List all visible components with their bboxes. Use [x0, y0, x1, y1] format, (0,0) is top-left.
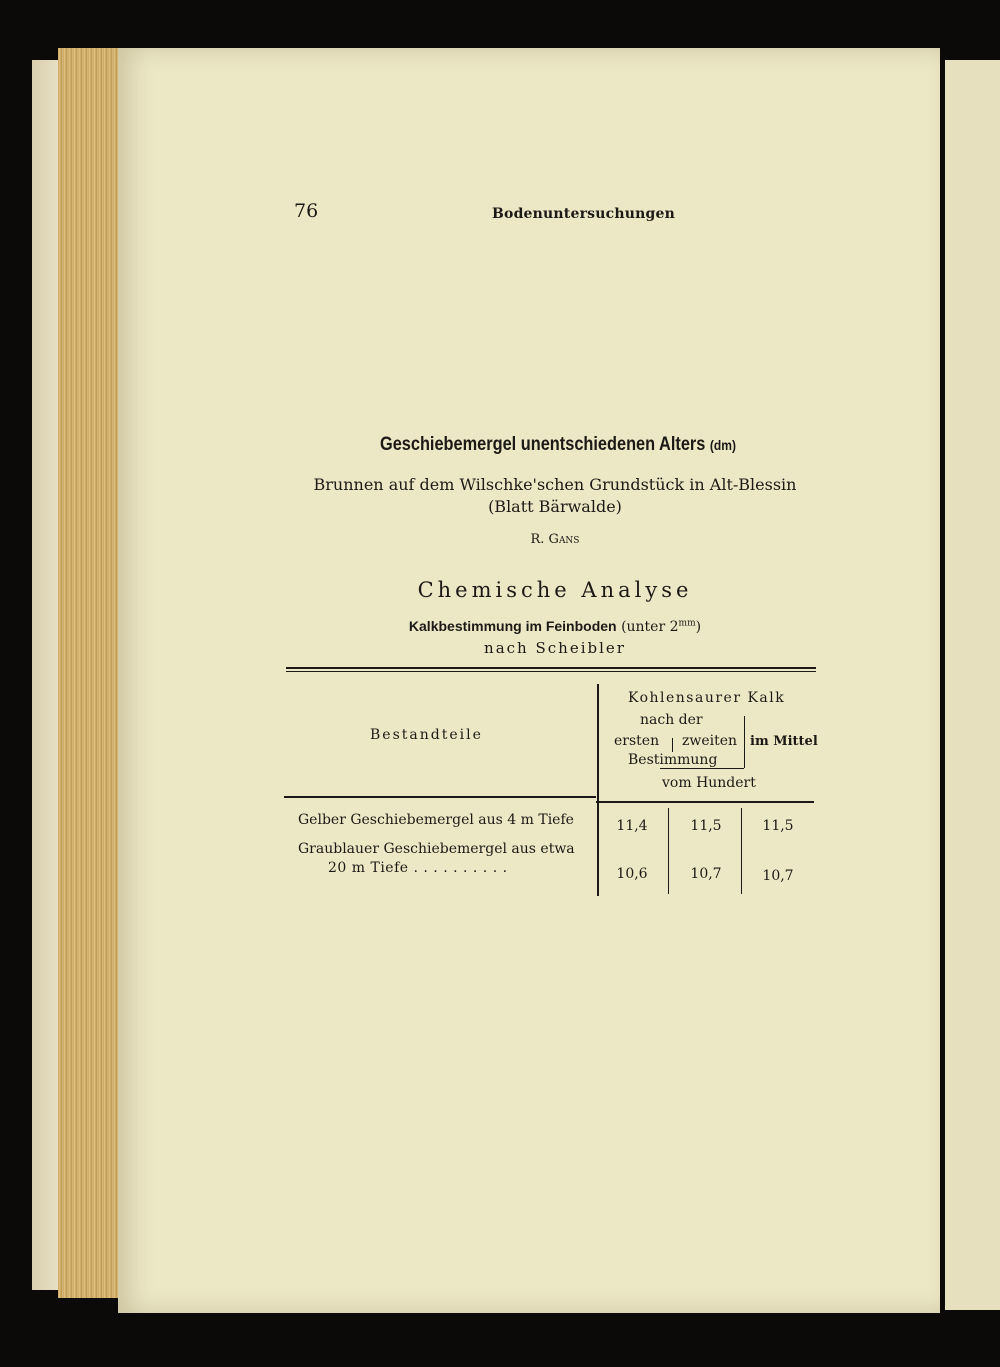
table-row-2-ersten: 10,6 [616, 866, 648, 882]
analysis-title: Chemische Analyse [417, 578, 693, 602]
table-row-2-label-line-2: 20 m Tiefe . . . . . . . . . . [328, 860, 508, 876]
ersten-zweiten-divider [672, 738, 673, 752]
table-header-rule-left [284, 796, 596, 798]
table-row-2-label-line-1: Graublauer Geschiebemergel aus etwa [298, 841, 575, 857]
running-head: Bodenuntersuchungen [492, 206, 675, 222]
method-line [300, 618, 810, 635]
mittel-header-divider [744, 716, 745, 768]
method-bold: Kalkbestimmung im Feinboden [408, 618, 617, 634]
col-header-bestandteile: Bestandteile [370, 727, 483, 743]
main-title [352, 434, 765, 456]
page-stack-edge [58, 48, 120, 1298]
subtitle [300, 474, 810, 518]
subtitle-line-2: (Blatt Bärwalde) [488, 497, 622, 516]
method-rest: (unter 2 [621, 619, 679, 635]
subtitle-line-1: Brunnen auf dem Wilschke'schen Grundstück in Alt-Blessin [313, 475, 797, 494]
table-row-2-mittel: 10,7 [762, 868, 794, 884]
table-header-rule-right [596, 801, 814, 803]
main-title-symbol: (dm) [709, 437, 737, 453]
book-page [118, 48, 940, 1313]
table-row-1-ersten: 11,4 [616, 818, 648, 834]
method-unit: mm [678, 618, 696, 629]
table-top-rule [286, 667, 816, 669]
table-top-rule-thin [286, 671, 816, 672]
table-row-2-zweiten: 10,7 [690, 866, 722, 882]
subheader-bestimmung: Bestimmung [628, 752, 718, 768]
table-row-1-zweiten: 11,5 [690, 818, 722, 834]
bestimmung-underline [660, 768, 744, 769]
subheader-nach-der: nach der [640, 712, 703, 728]
subheader-zweiten: zweiten [682, 733, 738, 749]
col-header-kalk: Kohlensaurer Kalk [628, 690, 786, 706]
facing-page-edge [945, 60, 1000, 1310]
row-col-divider-1 [668, 808, 669, 894]
table-main-divider [597, 684, 599, 896]
subheader-ersten: ersten [614, 733, 660, 749]
method-close: ) [695, 619, 702, 635]
author: R. Gans [530, 532, 580, 547]
subheader-unit: vom Hundert [662, 775, 756, 791]
table-row-1-mittel: 11,5 [762, 818, 794, 834]
method-sub: nach Scheibler [484, 639, 626, 657]
main-title-text: Geschiebemergel unentschiedenen Alters [379, 434, 706, 455]
page-number: 76 [294, 200, 319, 222]
subheader-im-mittel: im Mittel [750, 734, 818, 749]
table-row-1-label: Gelber Geschiebemergel aus 4 m Tiefe [298, 812, 574, 828]
row-col-divider-2 [741, 808, 742, 894]
